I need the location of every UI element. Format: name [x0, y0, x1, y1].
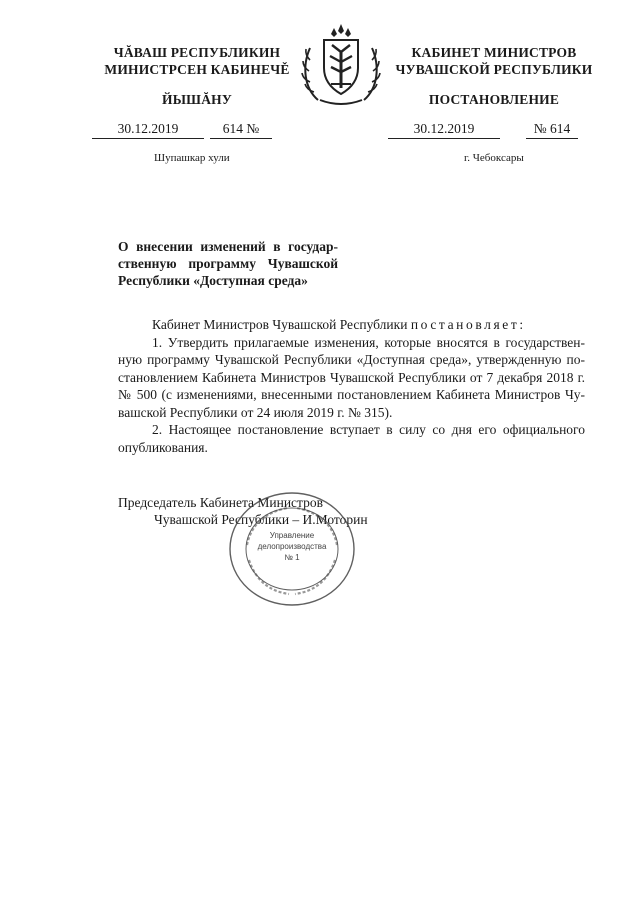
doc-type-right: ПОСТАНОВЛЕНИЕ	[428, 92, 560, 107]
number-left: 614 №	[210, 121, 272, 139]
item1-line: становлением Кабинета Министров Чувашской Республики от 7 декабря 2018 г.	[118, 369, 585, 385]
title-line: Республики «Доступная среда»	[118, 273, 308, 288]
item1-line: № 500 (с изменениями, внесенными постановлением Кабинета Министров Чу-	[118, 387, 585, 402]
item1-line: вашской Республики от 24 июля 2019 г. № 315).	[118, 404, 393, 420]
header-right-line1: КАБИНЕТ МИНИСТРОВ	[411, 45, 577, 60]
item1-line: ную программу Чувашской Республики «Доступная среда», утвержденную по-	[118, 352, 585, 367]
coat-of-arms-emblem	[298, 22, 384, 106]
intro-verb: постановляет:	[410, 317, 526, 332]
item2-line: 2. Настоящее постановление вступает в силу со дня его официального	[152, 422, 585, 437]
intro-text: Кабинет Министров Чувашской Республики	[152, 317, 408, 332]
header-left-line1: ЧĂВАШ РЕСПУБЛИКИН	[113, 45, 281, 60]
title-line: О внесении изменений в государ-	[118, 239, 338, 254]
date-right: 30.12.2019	[388, 121, 500, 139]
header-left-line2: МИНИСТРСЕН КАБИНЕЧĚ	[104, 62, 290, 77]
header-right	[385, 44, 603, 78]
header-right-line2: ЧУВАШСКОЙ РЕСПУБЛИКИ	[395, 62, 593, 77]
title-line: ственную программу Чувашской	[118, 256, 338, 271]
official-stamp	[227, 490, 357, 608]
item2-line: опубликования.	[118, 439, 208, 455]
signature-title: Председатель Кабинета Министров	[118, 495, 323, 510]
number-right: № 614	[526, 121, 578, 139]
signature-name: Чувашской Республики – И.Моторин	[154, 512, 368, 527]
doc-type-left: ЙЫШĂНУ	[162, 92, 232, 107]
header-left	[92, 44, 302, 78]
stamp-text-line3: № 1	[284, 553, 300, 562]
date-left: 30.12.2019	[92, 121, 204, 139]
stamp-text-line1: Управление	[269, 531, 315, 540]
stamp-text-line2: делопроизводства	[257, 542, 327, 551]
document-body	[118, 316, 585, 456]
place-right: г. Чебоксары	[464, 152, 524, 164]
intro-paragraph	[118, 316, 585, 334]
item1-line: 1. Утвердить прилагаемые изменения, которые вносятся в государствен-	[152, 334, 585, 350]
place-left: Шупашкар хули	[154, 152, 230, 164]
document-title	[118, 238, 338, 289]
